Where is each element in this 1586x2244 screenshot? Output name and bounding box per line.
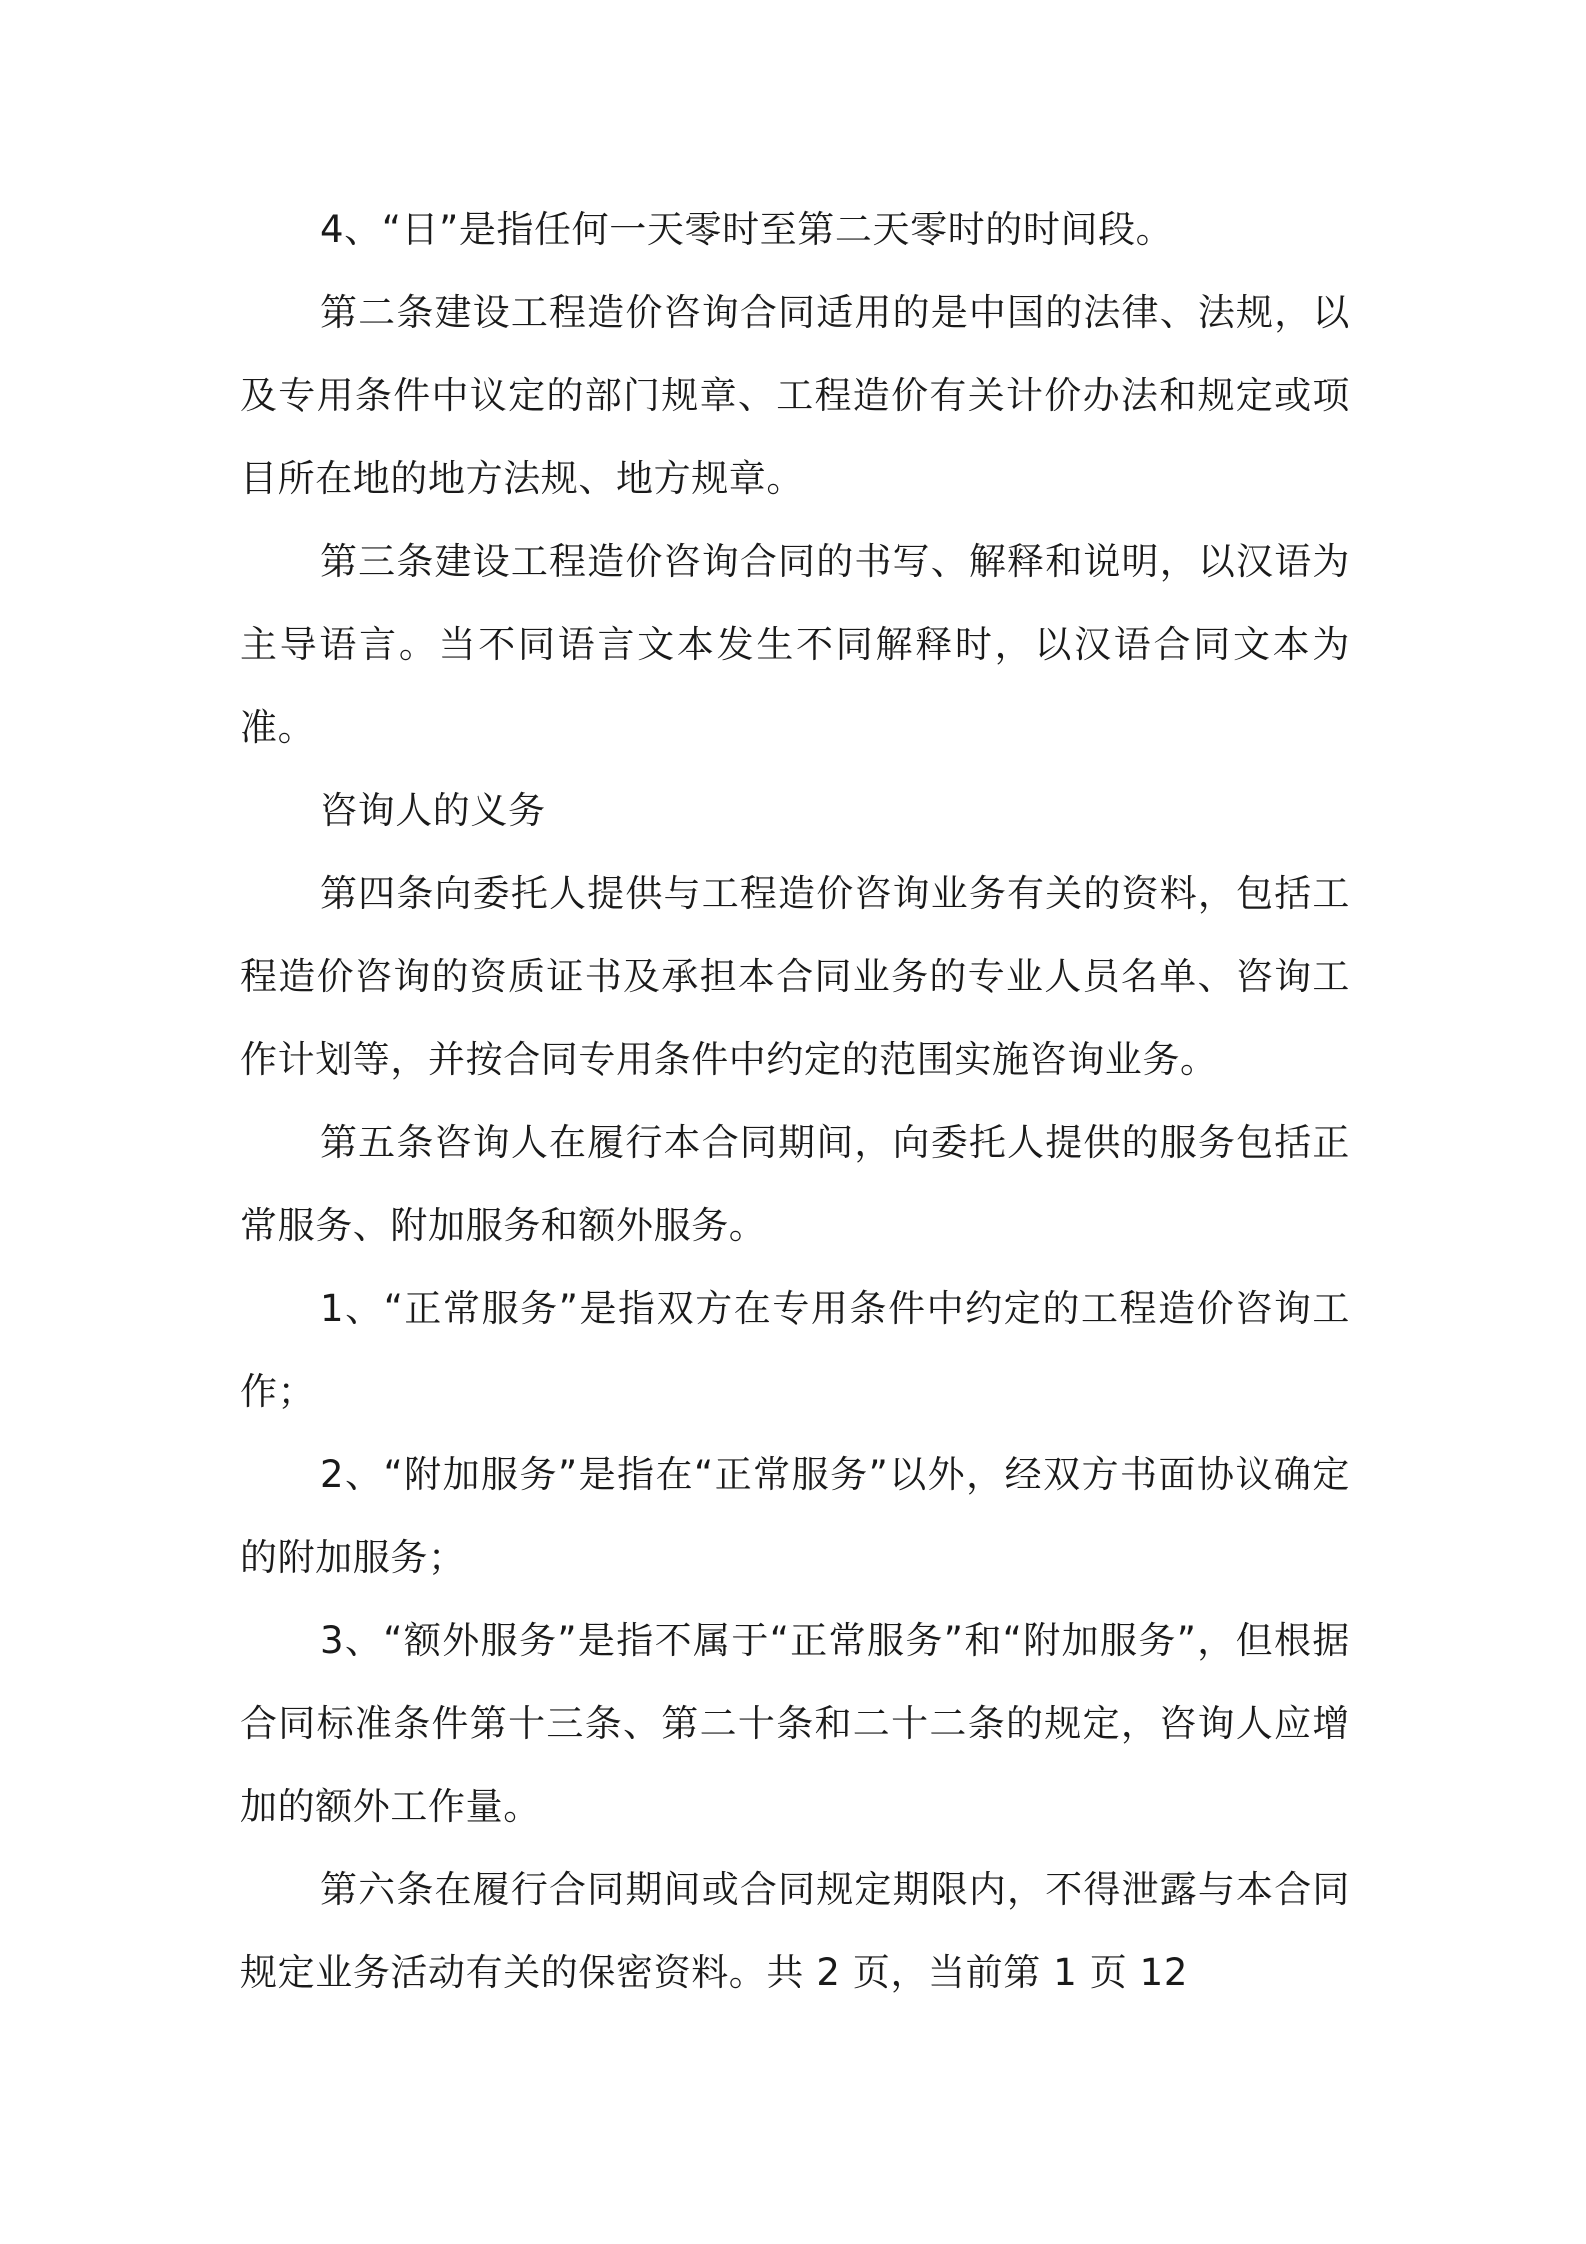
paragraph-article-2: 第二条建设工程造价咨询合同适用的是中国的法律、法规，以及专用条件中议定的部门规章、工程造价有关计价办法和规定或项目所在地的地方法规、地方规章。 xyxy=(240,291,1350,500)
paragraph-article-3: 第三条建设工程造价咨询合同的书写、解释和说明，以汉语为主导语言。当不同语言文本发生不同解释时，以汉语合同文本为准。 xyxy=(240,540,1350,749)
paragraph-article-5: 第五条咨询人在履行本合同期间，向委托人提供的服务包括正常服务、附加服务和额外服务。 xyxy=(240,1121,1350,1247)
section-heading-consultant-obligations: 咨询人的义务 xyxy=(320,789,546,832)
paragraph-definition-day: 4、“日”是指任何一天零时至第二天零时的时间段。 xyxy=(320,208,1174,251)
paragraph-normal-service: 1、“正常服务”是指双方在专用条件中约定的工程造价咨询工作； xyxy=(240,1287,1350,1413)
paragraph-extra-service: 3、“额外服务”是指不属于“正常服务”和“附加服务”，但根据合同标准条件第十三条、第二十条和二十二条的规定，咨询人应增加的额外工作量。 xyxy=(240,1619,1350,1828)
paragraph-article-6: 第六条在履行合同期间或合同规定期限内，不得泄露与本合同规定业务活动有关的保密资料。共 2 页，当前第 1 页 12 xyxy=(240,1868,1350,1994)
paragraph-additional-service: 2、“附加服务”是指在“正常服务”以外，经双方书面协议确定的附加服务； xyxy=(240,1453,1350,1579)
document-body xyxy=(240,188,1350,2014)
paragraph-article-4: 第四条向委托人提供与工程造价咨询业务有关的资料，包括工程造价咨询的资质证书及承担本合同业务的专业人员名单、咨询工作计划等，并按合同专用条件中约定的范围实施咨询业务。 xyxy=(240,872,1350,1081)
